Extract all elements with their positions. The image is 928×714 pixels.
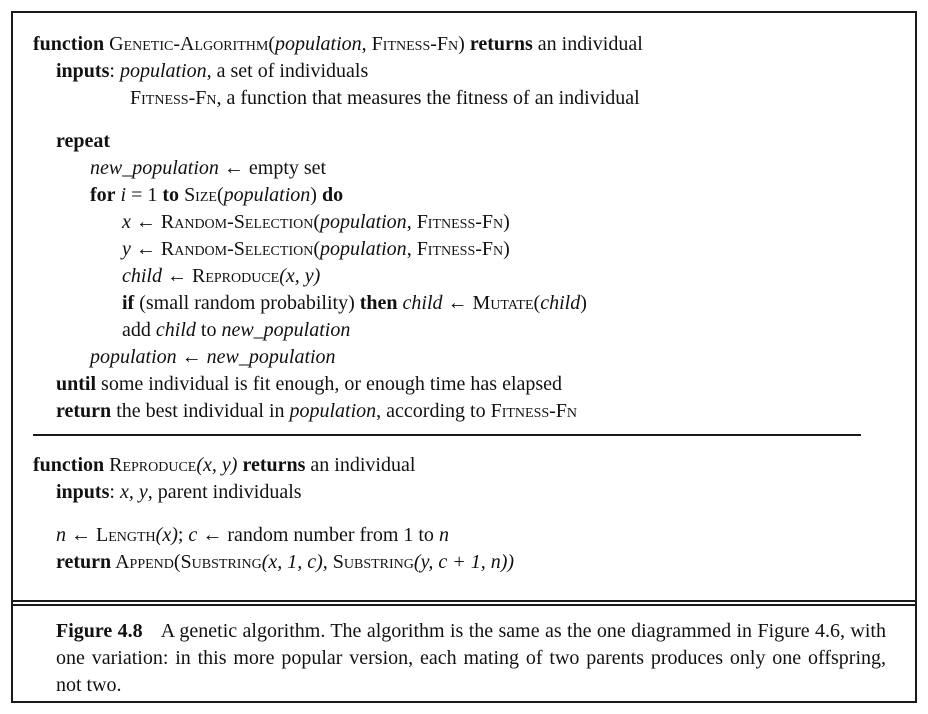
args-x-y: (x, y) xyxy=(196,454,243,476)
keyword-inputs: inputs xyxy=(56,481,110,503)
keyword-if: if xyxy=(122,292,135,314)
keyword-then: then xyxy=(359,292,398,314)
arrow: ← xyxy=(162,265,192,287)
var-n: n xyxy=(56,524,66,546)
to-text: to xyxy=(195,319,222,341)
input-fitness-fn: Fitness-Fn xyxy=(130,87,217,109)
return-desc: an individual xyxy=(305,454,416,476)
section-divider xyxy=(33,434,861,436)
arrow: ← xyxy=(130,211,161,233)
var-new-population: new_population xyxy=(90,157,219,179)
arrow: ← xyxy=(130,238,161,260)
fn-random-selection: Random-Selection xyxy=(160,211,314,233)
algo1-line-14 xyxy=(56,399,577,423)
algo1-line-4 xyxy=(56,129,110,153)
paren-close: ) xyxy=(503,238,510,260)
input-desc: , a set of individuals xyxy=(206,60,369,82)
keyword-function: function xyxy=(33,454,105,476)
arg-child: child xyxy=(540,292,581,314)
algo1-line-6 xyxy=(90,183,343,207)
fn-length: Length xyxy=(96,524,156,546)
keyword-function: function xyxy=(33,33,105,55)
vars-x-y: x, y xyxy=(119,481,148,503)
paren-open: ( xyxy=(268,33,275,55)
condition: (small random probability) xyxy=(134,292,360,314)
algo2-line-2 xyxy=(56,480,302,504)
fn-substring: Substring xyxy=(180,551,262,573)
fn-fitness-fn: Fitness-Fn xyxy=(490,400,578,422)
algo1-line-9 xyxy=(122,264,320,288)
var-new-population: new_population xyxy=(206,346,336,368)
function-name: Genetic-Algorithm xyxy=(109,33,269,55)
comma: , xyxy=(406,211,417,233)
keyword-to: to xyxy=(162,184,180,206)
var-y: y xyxy=(122,238,131,260)
input-population: population xyxy=(119,60,207,82)
algo1-line-5 xyxy=(90,156,326,180)
paren-close: ) xyxy=(310,184,322,206)
keyword-returns: returns xyxy=(242,454,306,476)
paren-close: ) xyxy=(458,33,465,55)
random-text: random number from 1 to xyxy=(227,524,439,546)
return-desc: an individual xyxy=(532,33,643,55)
algo2-line-1 xyxy=(33,453,415,477)
algo1-line-2 xyxy=(56,59,368,83)
caption-text: A genetic algorithm. The algorithm is the same as the one diagrammed in Figure 4.6, with one variation: in this more popular version, each mating of two parents produces only one offspring, not two. xyxy=(56,620,886,696)
arrow: ← xyxy=(176,346,207,368)
figure-caption xyxy=(56,618,886,699)
param-fitness-fn: Fitness-Fn xyxy=(371,33,459,55)
algo1-line-12 xyxy=(90,345,336,369)
var-population: population xyxy=(90,346,177,368)
paren-close: ) xyxy=(503,211,510,233)
algo1-line-3 xyxy=(130,86,640,110)
assign-text: ← empty set xyxy=(218,157,327,179)
var-child: child xyxy=(155,319,196,341)
until-condition: some individual is fit enough, or enough time has elapsed xyxy=(96,373,563,395)
var-x: x xyxy=(122,211,131,233)
return-text: the best individual in xyxy=(111,400,290,422)
comma: , xyxy=(406,238,417,260)
var-c: c xyxy=(188,524,198,546)
paren-open: ( xyxy=(216,184,224,206)
substring-args-1: (x, 1, c), xyxy=(261,551,333,573)
var-population: population xyxy=(289,400,377,422)
fn-size: Size xyxy=(179,184,217,206)
arg-population: population xyxy=(320,238,407,260)
args-x: (x) xyxy=(155,524,178,546)
substring-args-2: (y, c + 1, n)) xyxy=(413,551,515,573)
paren-open: ( xyxy=(533,292,541,314)
add-text: add xyxy=(122,319,156,341)
keyword-for: for xyxy=(90,184,116,206)
var-child: child xyxy=(397,292,443,314)
algo1-line-1 xyxy=(33,32,643,56)
keyword-inputs: inputs xyxy=(56,60,110,82)
var-child: child xyxy=(122,265,162,287)
paren-close: ) xyxy=(580,292,587,314)
keyword-return: return xyxy=(56,400,112,422)
keyword-repeat: repeat xyxy=(56,130,111,152)
function-name: Reproduce xyxy=(104,454,197,476)
keyword-returns: returns xyxy=(469,33,533,55)
param-population: population xyxy=(275,33,362,55)
arg-population: population xyxy=(223,184,311,206)
paren-open: ( xyxy=(313,211,321,233)
caption-divider-top xyxy=(11,600,917,602)
arg-fitness-fn: Fitness-Fn xyxy=(416,238,504,260)
semicolon: ; xyxy=(177,524,189,546)
arrow: ← xyxy=(197,524,228,546)
arg-population: population xyxy=(320,211,407,233)
comma: , xyxy=(361,33,372,55)
keyword-return: return xyxy=(56,551,112,573)
algo2-line-3 xyxy=(56,523,449,547)
algo2-line-4 xyxy=(56,550,514,574)
colon: : xyxy=(109,60,120,82)
return-text-2: , according to xyxy=(376,400,491,422)
figure-label: Figure 4.8 xyxy=(56,620,143,642)
var-i: i xyxy=(115,184,127,206)
args-x-y: (x, y) xyxy=(279,265,321,287)
algo1-line-8 xyxy=(122,237,510,261)
algo1-line-10 xyxy=(122,291,587,315)
input-desc: , a function that measures the fitness of an individual xyxy=(216,87,640,109)
fn-mutate: Mutate xyxy=(472,292,534,314)
equals-one: = 1 xyxy=(126,184,163,206)
caption-divider-bottom xyxy=(11,604,917,606)
algo1-line-13 xyxy=(56,372,562,396)
fn-substring: Substring xyxy=(332,551,414,573)
fn-reproduce: Reproduce xyxy=(192,265,280,287)
fn-random-selection: Random-Selection xyxy=(160,238,314,260)
keyword-until: until xyxy=(56,373,97,395)
input-desc: , parent individuals xyxy=(147,481,302,503)
paren-open: ( xyxy=(173,551,181,573)
var-new-population: new_population xyxy=(221,319,351,341)
algo1-line-11 xyxy=(122,318,350,342)
var-n: n xyxy=(438,524,449,546)
arrow: ← xyxy=(442,292,473,314)
paren-open: ( xyxy=(313,238,321,260)
colon: : xyxy=(109,481,120,503)
fn-append: Append xyxy=(111,551,174,573)
keyword-do: do xyxy=(321,184,344,206)
arrow: ← xyxy=(66,524,96,546)
arg-fitness-fn: Fitness-Fn xyxy=(416,211,504,233)
algo1-line-7 xyxy=(122,210,510,234)
